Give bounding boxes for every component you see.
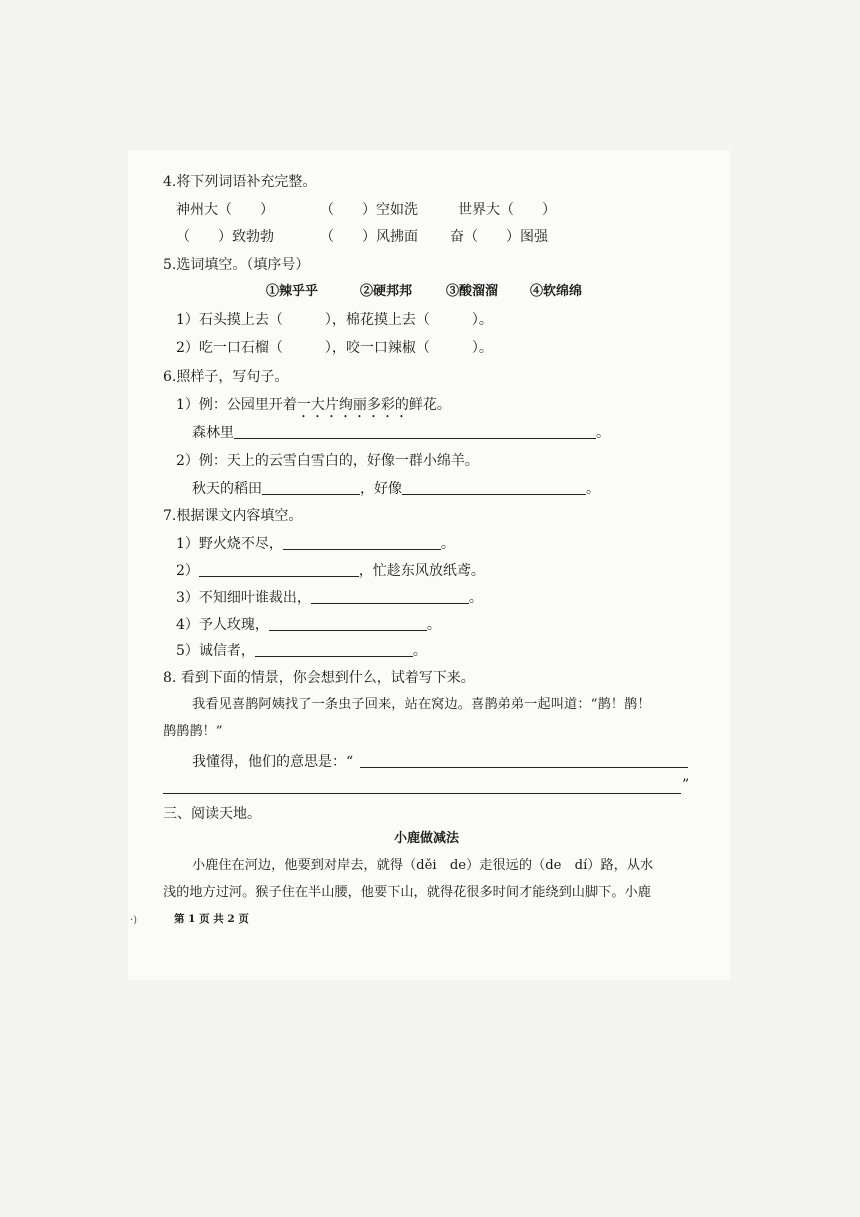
q7-item-2: 2） ，忙趁东风放纸鸢。 — [176, 563, 485, 579]
answer-blank[interactable] — [283, 535, 441, 550]
section-heading: 三、阅读天地。 — [163, 806, 261, 822]
q6-example-2: 2）例：天上的云雪白雪白的，好像一群小绵羊。 — [176, 453, 479, 469]
answer-line[interactable] — [163, 793, 681, 794]
q5-option: ③酸溜溜 — [446, 284, 499, 299]
story-paragraph-line: 浅的地方过河。猴子住在半山腰，他要下山，就得花很多时间才能绕到山脚下。小鹿 — [163, 885, 651, 900]
q4-item: 奋（ ）图强 — [450, 229, 548, 245]
q8-title: 8. 看到下面的情景，你会想到什么，试着写下来。 — [163, 670, 475, 686]
answer-blank[interactable] — [262, 480, 360, 495]
q8-scene-line-1: 我看见喜鹊阿姨找了一条虫子回来，站在窝边。喜鹊弟弟一起叫道：“鹊！鹊！ — [192, 697, 651, 712]
answer-blank[interactable] — [311, 589, 469, 604]
story-paragraph-line: 小鹿住在河边，他要到对岸去，就得（děi de）走很远的（de dí）路，从水 — [192, 858, 654, 873]
q4-title: 4.将下列词语补充完整。 — [163, 174, 317, 190]
margin-mark: ·) — [130, 915, 138, 926]
close-quote: ” — [682, 777, 690, 793]
q6-example-1: 1）例：公园里开着一大片绚丽多彩的鲜花。 — [176, 397, 451, 413]
q4-item: （ ）致勃勃 — [176, 229, 274, 245]
story-title: 小鹿做减法 — [394, 831, 460, 846]
q5-item-1: 1）石头摸上去（ ），棉花摸上去（ ）。 — [176, 312, 493, 328]
q5-option: ④软绵绵 — [530, 284, 583, 299]
answer-line[interactable] — [360, 767, 688, 768]
q7-item-4: 4）予人玫瑰， 。 — [176, 617, 441, 633]
q6-fill-2: 秋天的稻田 ，好像 。 — [192, 481, 600, 497]
q4-item: 世界大（ ） — [458, 202, 556, 218]
q7-item-1: 1）野火烧不尽， 。 — [176, 536, 455, 552]
page-number: 第 1 页 共 2 页 — [174, 913, 249, 925]
q8-scene-line-2: 鹊鹊鹊！” — [163, 724, 223, 739]
q5-option: ①辣乎乎 — [266, 284, 319, 299]
answer-blank[interactable] — [234, 424, 596, 439]
answer-blank[interactable] — [402, 480, 586, 495]
q4-item: （ ）风拂面 — [320, 229, 418, 245]
q6-title: 6.照样子，写句子。 — [163, 369, 289, 385]
q4-item: 神州大（ ） — [176, 202, 274, 218]
emphasized-phrase: 一大片绚丽多彩的 — [296, 397, 409, 413]
answer-blank[interactable] — [255, 642, 413, 657]
q7-item-5: 5）诚信者， 。 — [176, 643, 427, 659]
q7-title: 7.根据课文内容填空。 — [163, 508, 303, 524]
answer-blank[interactable] — [269, 616, 427, 631]
q8-prompt: 我懂得，他们的意思是：“ — [192, 754, 354, 770]
q5-title: 5.选词填空。（填序号） — [163, 257, 310, 273]
q7-item-3: 3）不知细叶谁裁出， 。 — [176, 590, 483, 606]
q5-option: ②硬邦邦 — [360, 284, 413, 299]
answer-blank[interactable] — [199, 562, 359, 577]
q6-fill-1: 森林里 。 — [192, 425, 610, 441]
q5-item-2: 2）吃一口石榴（ ），咬一口辣椒（ ）。 — [176, 340, 493, 356]
q4-item: （ ）空如洗 — [320, 202, 418, 218]
